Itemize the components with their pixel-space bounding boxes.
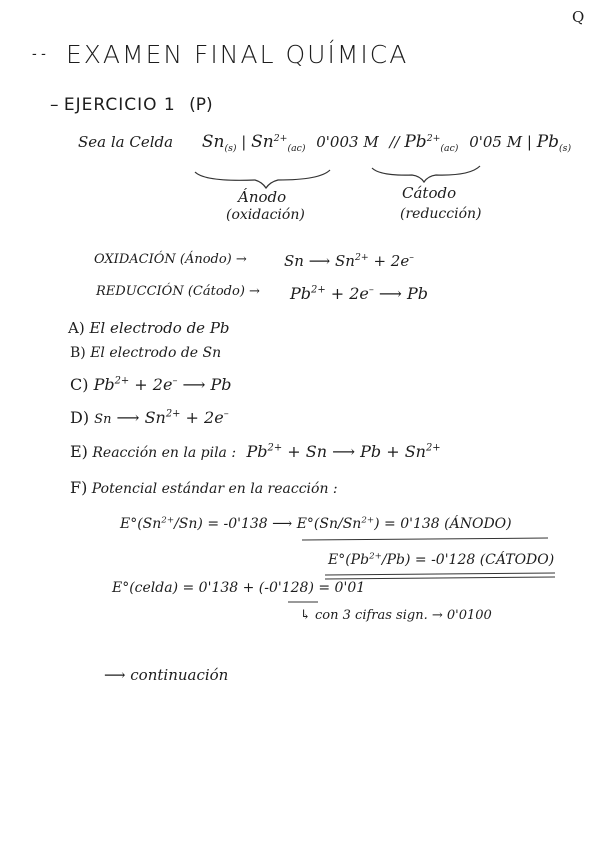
potential-line-1 — [120, 516, 512, 532]
significant-figures-note: ↳ con 3 cifras sign. → 0'0100 — [300, 608, 492, 623]
answer-a-text: El electrodo de Pb — [89, 319, 230, 337]
ion2: Pb — [404, 132, 427, 152]
answer-d-arrow: ⟶ — [116, 408, 140, 427]
answer-e-r1-charge: 2+ — [267, 442, 283, 454]
cell-potential-calc: E°(celda) = 0'138 + (-0'128) = 0'01 — [112, 580, 366, 596]
answer-f — [70, 478, 338, 497]
answer-e-label: E) — [70, 442, 88, 461]
anode-state: (s) — [224, 143, 237, 154]
ion2-state: (ac) — [440, 143, 459, 154]
answer-c-charge: 2+ — [114, 375, 130, 387]
cathode-state: (s) — [559, 143, 572, 154]
answer-e-reactant-1: Pb — [246, 442, 268, 461]
answer-c-minus: – — [172, 375, 178, 387]
oxidation-label: OXIDACIÓN (Ánodo) → — [94, 252, 247, 267]
answer-c-rest: + 2e — [134, 375, 173, 394]
answer-e-text: Reacción en la pila : — [92, 445, 237, 461]
exercise-dash: – — [50, 95, 59, 115]
cell-prefix: Sea la Celda — [78, 133, 174, 151]
cathode-potential-underline-2 — [325, 577, 555, 579]
cathode-note: (reducción) — [400, 206, 482, 222]
ox-minus: – — [409, 252, 414, 263]
page-title: EXAMEN FINAL QUÍMICA — [66, 40, 409, 69]
anode-note: (oxidación) — [226, 207, 305, 223]
cathode-species: Pb — [536, 132, 560, 152]
anode-brace — [195, 170, 330, 188]
ox-arrow: ⟶ — [308, 252, 331, 270]
ion1-charge: 2+ — [273, 133, 288, 144]
answer-c-product: Pb — [210, 375, 232, 394]
answer-e-arrow: ⟶ — [332, 442, 356, 461]
red-minus: – — [368, 284, 374, 296]
answer-d-product: Sn — [144, 408, 166, 427]
answer-e — [70, 442, 441, 461]
ox-lhs: Sn — [284, 252, 304, 270]
answer-a — [68, 319, 230, 337]
red-rest: + 2e — [330, 284, 369, 303]
conc2: 0'05 M — [469, 133, 523, 151]
reduction-equation — [290, 284, 428, 303]
pot1-right-charge: 2+ — [361, 515, 375, 526]
answer-e-p1-charge: 2+ — [425, 442, 441, 454]
answer-b-text: El electrodo de Sn — [90, 345, 222, 361]
ion2-charge: 2+ — [426, 133, 441, 144]
anode-label: Ánodo — [238, 188, 287, 206]
answer-c-lhs: Pb — [93, 375, 115, 394]
potential-line-2 — [328, 552, 554, 568]
salt-bridge: // — [389, 133, 400, 151]
page-number: Q — [572, 8, 585, 26]
answer-d — [70, 408, 229, 427]
answer-d-minus: – — [223, 408, 229, 420]
ox-charge: 2+ — [354, 252, 369, 263]
ion1: Sn — [251, 132, 274, 152]
pot1-charge: 2+ — [161, 515, 175, 526]
red-reactant: Pb — [290, 284, 312, 303]
answer-d-label: D) — [70, 408, 90, 427]
pot2-charge: 2+ — [369, 551, 382, 562]
title-dash: - - — [32, 46, 46, 62]
anode-species: Sn — [201, 132, 225, 152]
answer-b-label: B) — [70, 345, 86, 361]
answer-b — [70, 345, 221, 361]
anode-potential-underline — [302, 538, 548, 540]
ion1-state: (ac) — [287, 143, 306, 154]
pot1-right: E°(Sn/Sn — [296, 516, 362, 532]
exercise-label: EJERCICIO 1 — [63, 95, 176, 115]
answer-a-label: A) — [68, 319, 85, 337]
ox-product: Sn — [335, 252, 355, 270]
red-arrow: ⟶ — [378, 284, 402, 303]
cell-separator-1: | — [241, 133, 247, 151]
cell-separator-2: | — [526, 133, 532, 151]
reduction-label: REDUCCIÓN (Cátodo) → — [96, 284, 260, 299]
red-charge: 2+ — [311, 284, 326, 296]
pot1-left: E°(Sn — [120, 516, 162, 532]
answer-c-label: C) — [70, 375, 89, 394]
red-product: Pb — [406, 284, 428, 303]
pot1-mid: /Sn) = -0'138 ⟶ — [174, 516, 293, 532]
oxidation-equation — [284, 252, 414, 270]
answer-c — [70, 375, 232, 394]
answer-e-reactant-2: + Sn — [287, 442, 327, 461]
answer-d-charge: 2+ — [165, 408, 181, 420]
pot2-end: /Pb) = -0'128 (CÁTODO) — [381, 552, 555, 568]
answer-c-arrow: ⟶ — [182, 375, 206, 394]
exercise-points: (P) — [189, 95, 213, 115]
answer-e-products: Pb + Sn — [360, 442, 426, 461]
continuation-note: ⟶ continuación — [104, 666, 229, 684]
conc1: 0'003 M — [316, 133, 379, 151]
answer-d-rest: + 2e — [185, 408, 224, 427]
pot2-left: E°(Pb — [328, 552, 370, 568]
answer-f-text: Potencial estándar en la reacción : — [91, 481, 338, 497]
pot1-right-end: ) = 0'138 (ÁNODO) — [374, 516, 512, 532]
cathode-label: Cátodo — [402, 184, 457, 202]
cathode-brace — [372, 166, 480, 182]
ox-rest: + 2e — [373, 252, 410, 270]
answer-d-lhs: Sn — [94, 412, 112, 427]
answer-f-label: F) — [70, 478, 88, 497]
cathode-potential-underline-1 — [325, 573, 555, 575]
